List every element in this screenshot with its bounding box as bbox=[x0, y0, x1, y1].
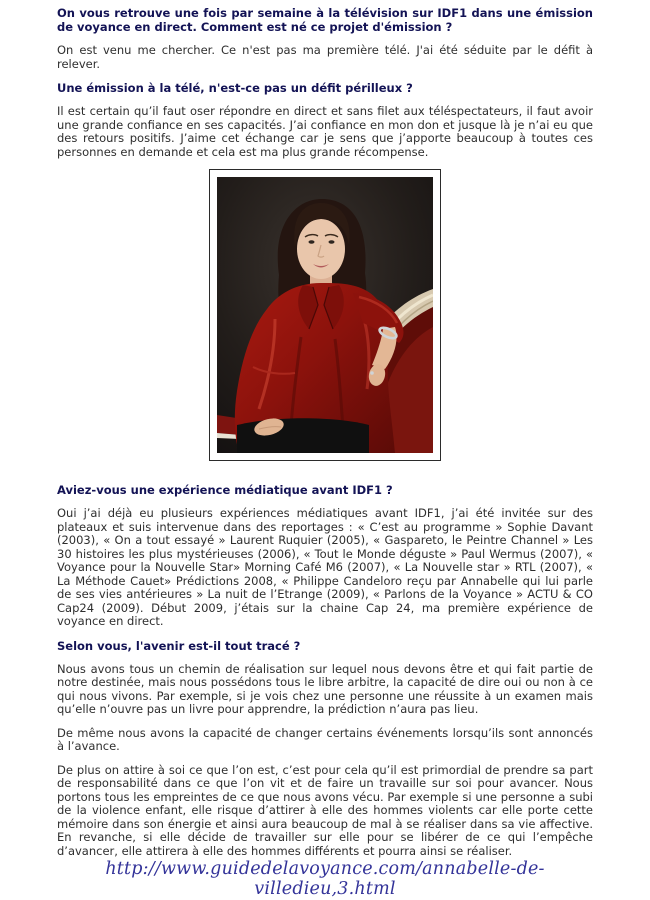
photo-row bbox=[57, 169, 593, 461]
answer-paragraph-6: De plus on attire à soi ce que l’on est, c’est pour cela qu’il est primordial de prendre sa part de responsabilité dans ce que l’on vit et de faire un travaille sur soi pour avancer. Nous portons tous les empreintes de ce que nous avons vécu. Par exemple si une personne a subi de la violence enfant, elle risque d’attirer à elle des hommes violents car elle porte cette mémoire dans son énergie et ainsi aura beaucoup de mal à se réaliser dans sa vie affective. En revanche, si elle décide de travailler sur elle pour se libérer de ce qui l’empêche d’avancer, elle attirera à elle des hommes différents et pourra ainsi se réaliser. bbox=[57, 762, 593, 858]
source-url-row bbox=[57, 859, 593, 899]
source-url-link[interactable]: http://www.guidedelavoyance.com/annabelle-de-villedieu,3.html bbox=[105, 859, 545, 899]
lap bbox=[237, 418, 369, 453]
question-heading-4: Selon vous, l'avenir est-il tout tracé ? bbox=[57, 638, 301, 653]
answer-paragraph-3: Oui j’ai déjà eu plusieurs expériences médiatiques avant IDF1, j’ai été invitée sur des plateaux et suis intervenue dans des reportages : « C’est au programme » Sophie Davant (2003), « On a tout essayé » Laurent Ruquier (2005), « Gaspareto, le Peintre Channel » Les 30 histoires les plus mystérieuses (2006), « Tout le Monde déguste » Paul Wermus (2007), « Voyance pour la Nouvelle Star» Morning Café M6 (2007), « La Nouvelle star » RTL (2007), « La Méthode Cauet» Prédictions 2008, « Philippe Candeloro reçu par Annabelle qui lui parle de ses vies antérieures » La nuit de l’Etrange (2009), « Parlons de la Voyance » ACTU & CO Cap24 (2009). Début 2009, j’étais sur la chaine Cap 24, ma première expérience de voyance en direct. bbox=[57, 506, 593, 628]
question-heading-1: On vous retrouve une fois par semaine à la télévision sur IDF1 dans une émission de voyance en direct. Comment est né ce projet d'émission ? bbox=[57, 6, 593, 34]
photo-frame bbox=[209, 169, 441, 461]
portrait-photo bbox=[217, 177, 433, 453]
answer-paragraph-4: Nous avons tous un chemin de réalisation sur lequel nous devons être et qui fait partie de notre destinée, mais nous possédons tous le libre arbitre, la capacité de dire oui ou non à ce qui nous vivons. Par exemple, si je vois chez une personne une réussite à un examen mais qu’elle n’ouvre pas un livre pour apprendre, la prédiction n’aura pas lieu. bbox=[57, 661, 593, 716]
question-heading-3: Aviez-vous une expérience médiatique avant IDF1 ? bbox=[57, 483, 393, 497]
question-heading-2: Une émission à la télé, n'est-ce pas un défit périlleux ? bbox=[57, 81, 413, 95]
answer-paragraph-1: On est venu me chercher. Ce n'est pas ma première télé. J'ai été séduite par le défit à relever. bbox=[57, 43, 593, 71]
answer-paragraph-5: De même nous avons la capacité de changer certains événements lorsqu’ils sont annoncés à l’avance. bbox=[57, 725, 593, 753]
answer-paragraph-2: Il est certain qu’il faut oser répondre en direct et sans filet aux téléspectateurs, il faut avoir une grande confiance en ses capacités. J’ai confiance en mon don et jusque là je n’ai eu que des retours positifs. J’aime cet échange car je sens que j’apporte beaucoup à toutes ces personnes en demande et cela est ma plus grande récompense. bbox=[57, 104, 593, 159]
